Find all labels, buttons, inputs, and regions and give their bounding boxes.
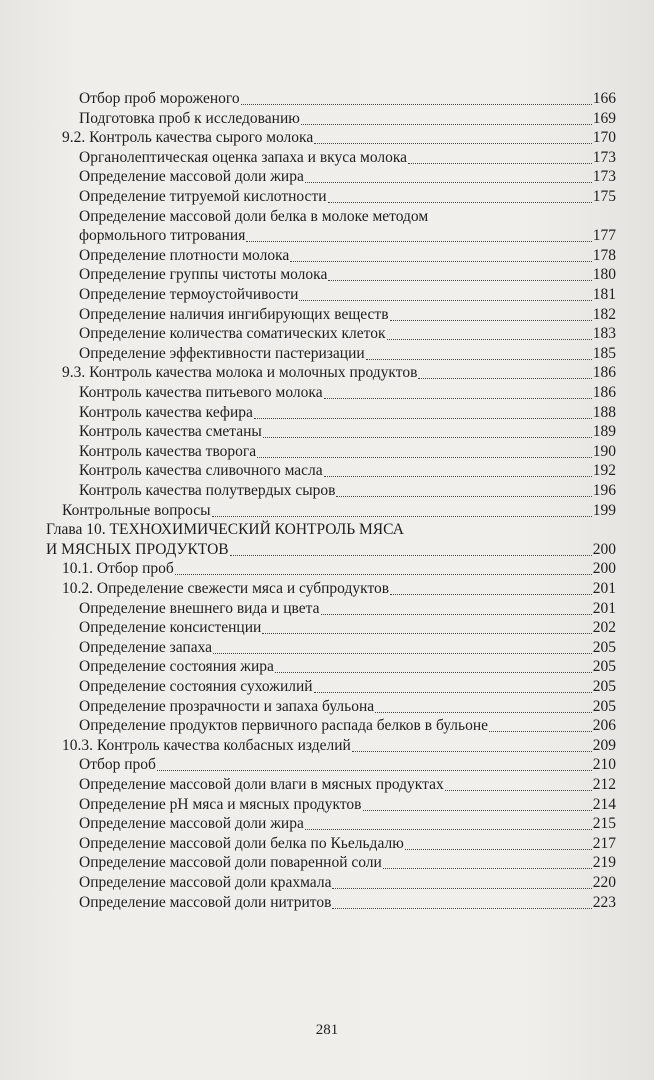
toc-entry-title: 10.3. Контроль качества колбасных изделий: [62, 736, 351, 754]
toc-entry-title: Определение группы чистоты молока: [79, 266, 328, 284]
toc-entry-title: Контроль качества полутвердых сыров: [79, 482, 336, 499]
toc-leader-dots: [445, 775, 592, 791]
toc-entry-page: 175: [592, 188, 616, 205]
toc-entry-page: 223: [592, 893, 616, 911]
toc-entry-page: 210: [592, 756, 616, 774]
toc-entry: [62, 579, 616, 599]
toc-entry-page: 178: [592, 246, 616, 264]
toc-entry: [79, 755, 616, 775]
toc-entry: [79, 265, 616, 285]
toc-entry-title: Контроль качества питьевого молока: [79, 384, 323, 401]
toc-entry-title: Подготовка проб к исследованию: [79, 109, 300, 127]
toc-leader-dots: [336, 481, 591, 497]
toc-entry-page: 183: [592, 325, 616, 343]
toc-leader-dots: [328, 187, 592, 203]
toc-entry-page: 177: [592, 227, 616, 245]
toc-leader-dots: [418, 363, 591, 379]
toc-leader-dots: [324, 461, 592, 477]
toc-entry: [46, 540, 616, 560]
toc-leader-dots: [290, 246, 591, 262]
toc-entry: [79, 677, 616, 697]
toc-entry: [79, 442, 616, 462]
toc-leader-dots: [352, 736, 592, 752]
toc-entry-page: 205: [592, 678, 616, 695]
toc-entry-title: Контроль качества творога: [79, 442, 257, 460]
toc-entry-title: Определение массовой доли нитритов: [79, 893, 332, 911]
toc-entry-page: 173: [592, 148, 616, 166]
toc-entry-title: Определение запаха: [79, 638, 213, 656]
toc-leader-dots: [241, 89, 592, 105]
toc-entry-page: 170: [592, 129, 616, 147]
toc-entry: [79, 657, 616, 677]
toc-leader-dots: [305, 167, 592, 183]
toc-leader-dots: [324, 383, 592, 399]
toc-leader-dots: [213, 638, 592, 654]
toc-leader-dots: [408, 148, 592, 164]
toc-entry: [79, 226, 616, 246]
toc-leader-dots: [254, 403, 592, 419]
toc-entry: [79, 481, 616, 501]
toc-entry-page: 181: [592, 286, 616, 303]
toc-entry: [79, 775, 616, 795]
toc-entry-title: Определение состояния жира: [79, 658, 274, 676]
toc-entry-page: 180: [592, 266, 616, 284]
toc-entry: [62, 501, 616, 521]
toc-entry: [79, 461, 616, 481]
toc-entry-page: 190: [592, 442, 616, 460]
toc-entry-title: Определение массовой доли жира: [79, 815, 304, 833]
toc-leader-dots: [328, 265, 591, 281]
toc-leader-dots: [429, 207, 615, 222]
toc-entry: [79, 716, 616, 736]
toc-entry-page: 186: [592, 384, 616, 401]
toc-entry-page: 205: [592, 638, 616, 656]
toc-entry: [79, 285, 616, 305]
toc-entry-page: 200: [592, 560, 616, 578]
toc-entry: [79, 324, 616, 344]
toc-entry-title: Контроль качества кефира: [79, 403, 253, 421]
toc-entry-title: Определение массовой доли белка в молоке методом: [79, 207, 429, 225]
toc-leader-dots: [405, 520, 615, 535]
toc-leader-dots: [383, 853, 592, 869]
toc-entry-title: Определение количества соматических клеток: [79, 325, 386, 343]
toc-entry: [79, 795, 616, 815]
toc-entry: [79, 109, 616, 129]
toc-entry: [79, 853, 616, 873]
toc-entry-page: 217: [592, 834, 616, 852]
toc-entry-page: 212: [592, 776, 616, 793]
toc-entry-page: 214: [592, 795, 616, 813]
toc-entry: [79, 167, 616, 187]
toc-entry-title: Определение внешнего вида и цвета: [79, 599, 320, 617]
toc-entry: [46, 520, 616, 540]
toc-entry-title: Определение массовой доли поваренной соли: [79, 854, 382, 872]
toc-entry: [62, 559, 616, 579]
toc-entry-title: Определение продуктов первичного распада белков в бульоне: [79, 717, 489, 735]
toc-leader-dots: [363, 795, 592, 811]
toc-entry-title: 10.1. Отбор проб: [62, 560, 174, 578]
toc-entry-page: 205: [592, 658, 616, 676]
toc-entry: [79, 403, 616, 423]
toc-entry: [79, 207, 616, 227]
toc-entry-page: 220: [592, 874, 616, 891]
toc-entry-page: 169: [592, 109, 616, 127]
toc-entry-title: 10.2. Определение свежести мяса и субпродуктов: [62, 580, 390, 597]
toc-entry: [79, 873, 616, 893]
toc-entry-title: Определение титруемой кислотности: [79, 188, 327, 205]
toc-entry: [79, 599, 616, 619]
toc-leader-dots: [246, 226, 591, 242]
toc-entry-title: Органолептическая оценка запаха и вкуса молока: [79, 148, 408, 166]
toc-entry-title: Определение консистенции: [79, 619, 262, 637]
toc-entry-page: 209: [592, 736, 616, 754]
toc-entry-title: Определение термоустойчивости: [79, 286, 299, 303]
toc-entry-page: 173: [592, 168, 616, 186]
toc-leader-dots: [387, 324, 592, 340]
toc-entry: [62, 128, 616, 148]
toc-entry: [79, 89, 616, 109]
toc-leader-dots: [390, 579, 592, 595]
toc-entry: [79, 814, 616, 834]
toc-entry-title: Отбор проб мороженого: [79, 90, 240, 107]
toc-entry-title: Контрольные вопросы: [62, 501, 211, 519]
toc-leader-dots: [366, 344, 592, 360]
toc-entry: [79, 618, 616, 638]
toc-entry: [79, 638, 616, 658]
toc-entry: [79, 422, 616, 442]
toc-leader-dots: [321, 599, 592, 615]
toc-leader-dots: [405, 834, 592, 850]
toc-entry-title: 9.2. Контроль качества сырого молока: [62, 129, 314, 147]
toc-entry-page: 201: [592, 580, 616, 597]
toc-entry-title: Определение массовой доли белка по Кьельдалю: [79, 834, 404, 852]
page-number: 281: [315, 1022, 339, 1038]
toc-leader-dots: [332, 873, 591, 889]
toc-entry-page: 182: [592, 305, 616, 323]
toc-entry-title: Отбор проб: [79, 756, 156, 774]
toc-entry-page: 188: [592, 403, 616, 421]
toc-entry: [79, 187, 616, 207]
toc-entry-title: Определение pH мяса и мясных продуктов: [79, 795, 362, 813]
toc-leader-dots: [262, 618, 591, 634]
toc-entry: [79, 893, 616, 913]
toc-leader-dots: [299, 285, 591, 301]
toc-entry-page: 166: [592, 90, 616, 107]
toc-entry: [79, 383, 616, 403]
toc-leader-dots: [230, 540, 592, 556]
toc-entry-page: 206: [592, 717, 616, 735]
toc-entry-title: 9.3. Контроль качества молока и молочных продуктов: [62, 364, 418, 382]
toc-leader-dots: [212, 501, 592, 517]
toc-leader-dots: [375, 697, 592, 713]
toc-entry: [79, 344, 616, 364]
toc-entry-page: 199: [592, 501, 616, 519]
toc-entry-title: Определение массовой доли жира: [79, 168, 304, 186]
toc-leader-dots: [175, 559, 592, 575]
toc-entry-page: 200: [592, 540, 616, 558]
toc-entry-title: Глава 10. ТЕХНОХИМИЧЕСКИЙ КОНТРОЛЬ МЯСА: [46, 521, 404, 539]
toc-leader-dots: [314, 128, 592, 144]
toc-entry-title: Определение прозрачности и запаха бульона: [79, 697, 375, 715]
toc-entry: [79, 697, 616, 717]
toc-entry-page: 215: [592, 815, 616, 833]
toc-entry-title: формольного титрования: [79, 227, 246, 245]
toc-entry-page: 192: [592, 462, 616, 480]
toc-leader-dots: [275, 657, 592, 673]
toc-entry-title: Определение состояния сухожилий: [79, 678, 313, 695]
toc-entry-page: 219: [592, 854, 616, 872]
toc-leader-dots: [314, 677, 592, 693]
toc-entry-title: И МЯСНЫХ ПРОДУКТОВ: [46, 540, 229, 558]
toc-entry-page: 201: [592, 599, 616, 617]
toc-entry-title: Определение плотности молока: [79, 246, 290, 264]
toc-entry-page: 186: [592, 364, 616, 382]
toc-leader-dots: [332, 893, 591, 909]
toc-leader-dots: [489, 716, 592, 732]
toc-entry-page: 196: [592, 482, 616, 499]
toc-entry-title: Определение наличия ингибирующих веществ: [79, 305, 389, 323]
toc-entry-title: Определение массовой доли влаги в мясных продуктах: [79, 776, 444, 793]
toc-leader-dots: [301, 109, 592, 125]
toc-leader-dots: [263, 422, 592, 438]
toc-entry-title: Определение эффективности пастеризации: [79, 344, 365, 362]
toc-entry-page: 205: [592, 697, 616, 715]
toc-leader-dots: [305, 814, 592, 830]
toc-entry-title: Определение массовой доли крахмала: [79, 874, 332, 891]
toc-entry: [79, 148, 616, 168]
toc-entry-page: 185: [592, 344, 616, 362]
toc-entry-page: 189: [592, 423, 616, 441]
toc-entry: [79, 305, 616, 325]
toc-entry-title: Контроль качества сметаны: [79, 423, 262, 441]
toc-entry: [79, 246, 616, 266]
toc-entry: [62, 363, 616, 383]
toc-entry: [79, 834, 616, 854]
toc-leader-dots: [257, 442, 592, 458]
toc-entry-title: Контроль качества сливочного масла: [79, 462, 323, 480]
toc-entry-page: 202: [592, 619, 616, 637]
toc-entry: [62, 736, 616, 756]
toc-leader-dots: [390, 305, 592, 321]
toc-leader-dots: [157, 755, 592, 771]
